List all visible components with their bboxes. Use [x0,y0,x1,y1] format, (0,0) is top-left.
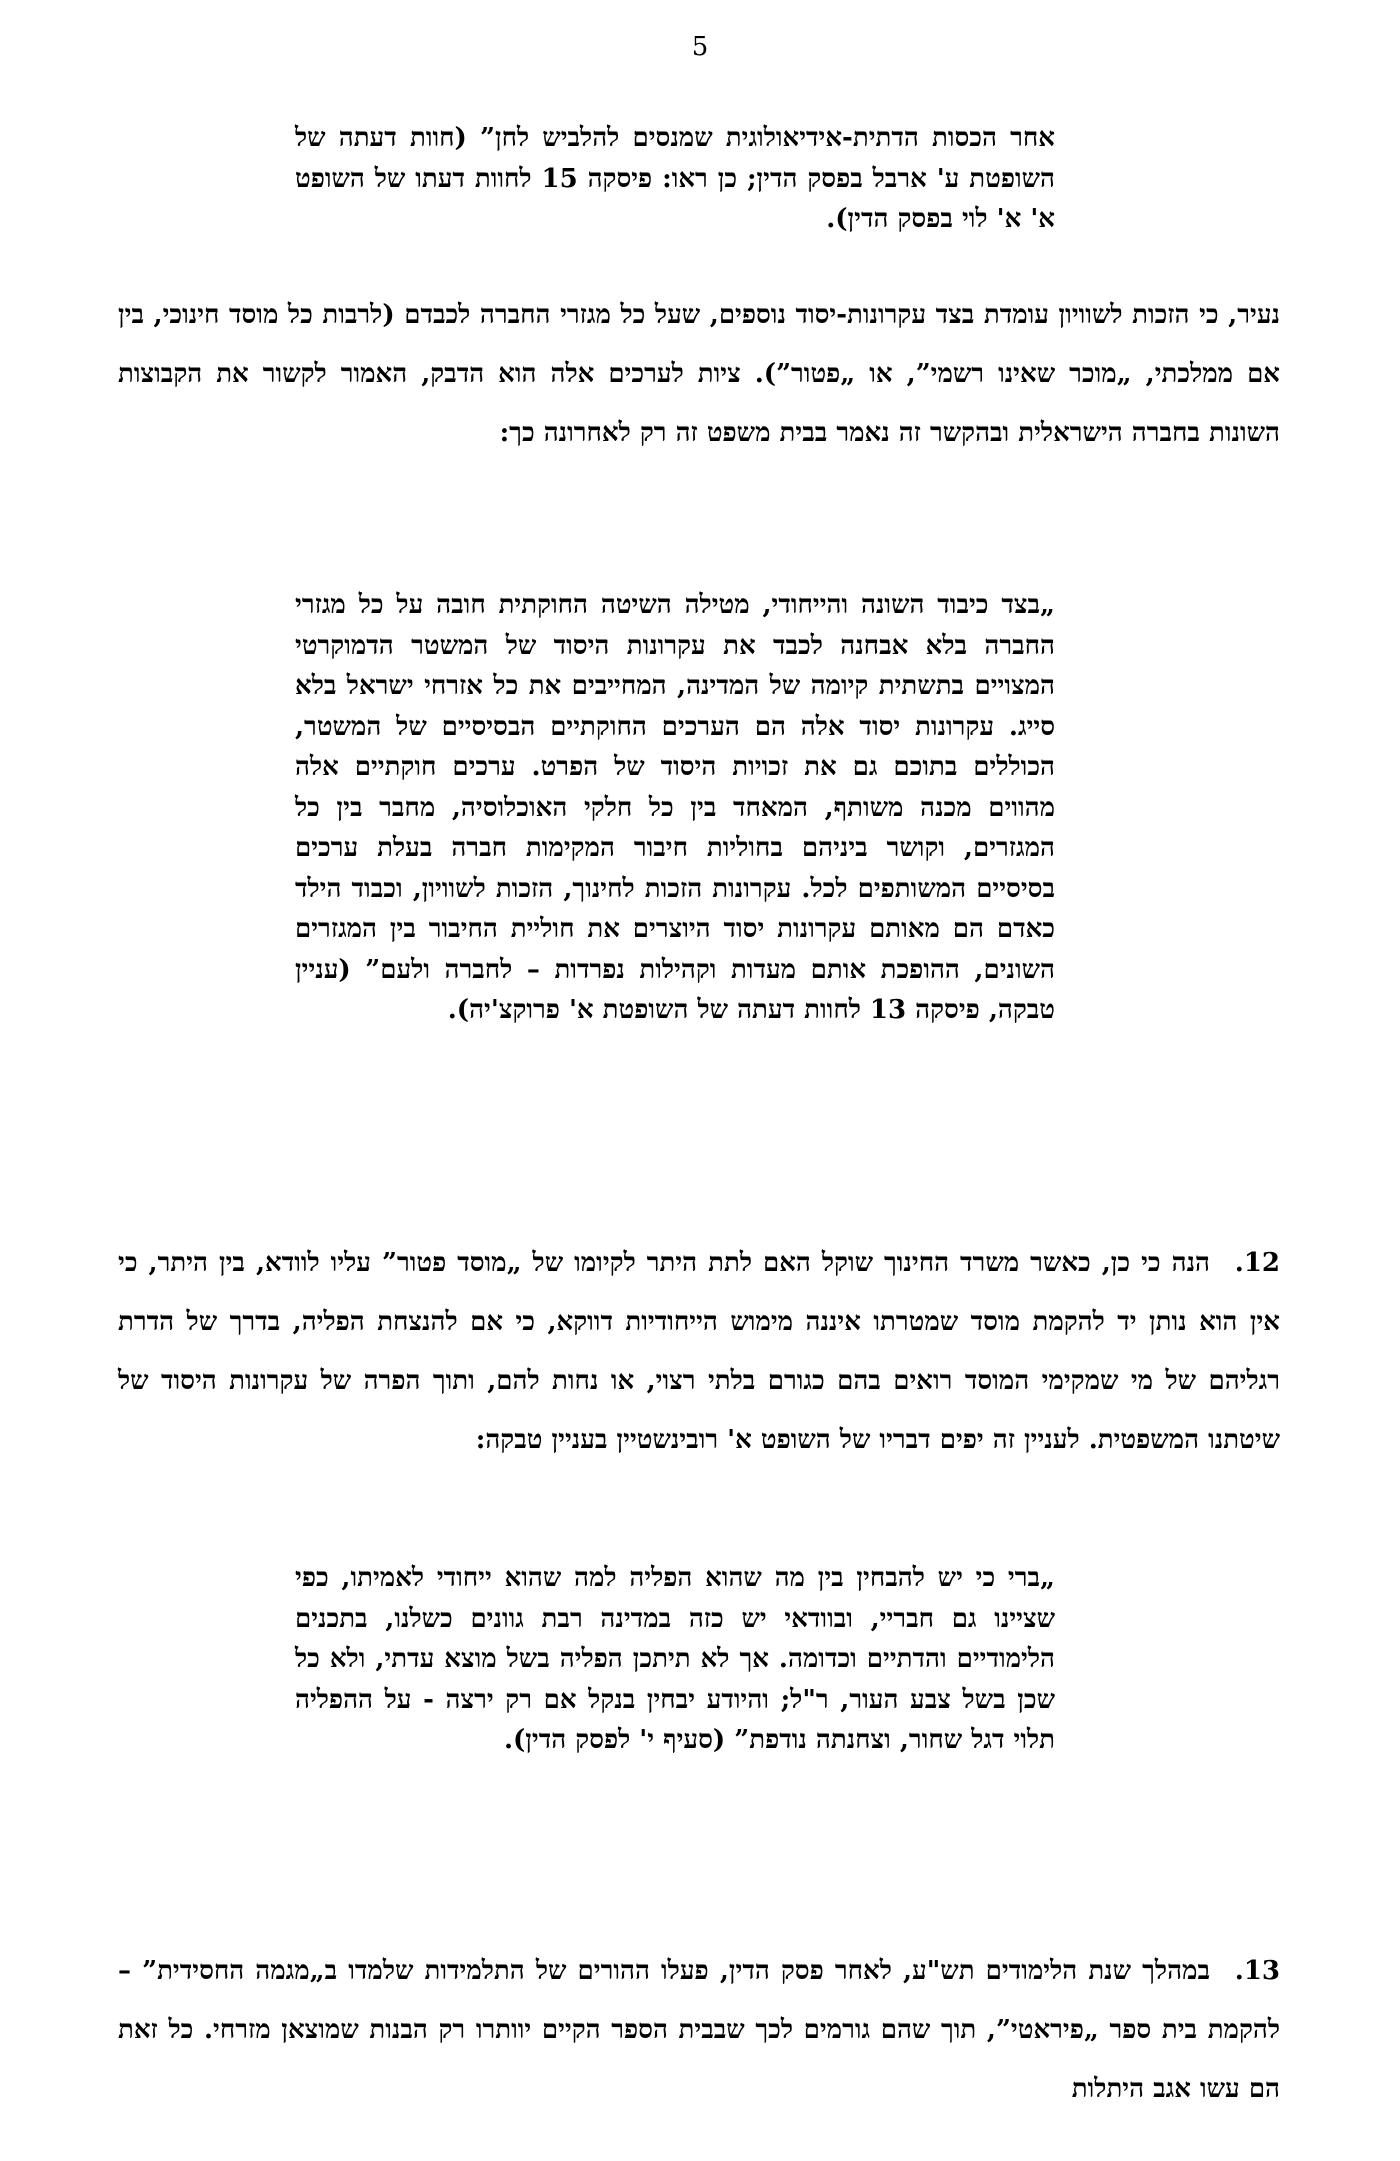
block-quote-rubinstein-text: „ברי כי יש להבחין בין מה שהוא הפליה למה שהוא ייחודי לאמיתו, כפי שציינו גם חבריי, ובוודאי יש כזה במדינה רבת גוונים כשלנו, בתכנים הלימודיים והדתיים וכדומה. אך לא תיתכן הפליה בשל מוצא עדתי, ולא כל שכן בשל צבע העור, ר"ל; והיודע יבחין בנקל אם רק ירצה - על ההפליה תלוי דגל שחור, וצחנתה נודפת” (סעיף י' לפסק הדין). [295,1563,1055,1755]
paragraph-13 [118,1942,1280,2119]
block-quote-tabka [295,585,1055,1031]
quote-continuation [295,118,1055,240]
paragraph-12-text: הנה כי כן, כאשר משרד החינוך שוקל האם לתת היתר לקיומו של „מוסד פטור” עליו לוודא, בין היתר, כי אין הוא נותן יד להקמת מוסד שמטרתו איננה מימוש הייחודיות דווקא, כי אם להנצחת הפליה, בדרך של הדרת רגליהם של מי שמקימי המוסד רואים בהם כגורם בלתי רצוי, או נחות להם, ותוך הפרה של עקרונות היסוד של שיטתנו המשפטית. לעניין זה יפים דבריו של השופט א' רובינשטיין בעניין טבקה: [118,1248,1280,1455]
quote-continuation-text: אחר הכסות הדתית-אידיאולוגית שמנסים להלביש לחן” (חוות דעתה של השופטת ע' ארבל בפסק הדין; כן ראו: פיסקה 15 לחוות דעתו של השופט א' א' לוי בפסק הדין). [295,123,1055,234]
paragraph-12 [118,1234,1280,1470]
block-quote-rubinstein [295,1558,1055,1761]
paragraph-unnumbered [118,286,1280,463]
block-quote-tabka-text: „בצד כיבוד השונה והייחודי, מטילה השיטה החוקתית חובה על כל מגזרי החברה בלא אבחנה לכבד את עקרונות היסוד של המשטר הדמוקרטי המצויים בתשתית קיומה של המדינה, המחייבים את כל אזרחי ישראל בלא סייג. עקרונות יסוד אלה הם הערכים החוקתיים הבסיסיים של המשטר, הכוללים בתוכם גם את זכויות היסוד של הפרט. ערכים חוקתיים אלה מהווים מכנה משותף, המאחד בין כל חלקי האוכלוסיה, מחבר בין כל המגזרים, וקושר ביניהם בחוליות חיבור המקימות חברה בעלת ערכים בסיסיים המשותפים לכל. עקרונות הזכות לחינוך, הזכות לשוויון, וכבוד הילד כאדם הם מאותם עקרונות יסוד היוצרים את חוליית החיבור בין המגזרים השונים, ההופכת אותם מעדות וקהילות נפרדות – לחברה ולעם” (עניין טבקה, פיסקה 13 לחוות דעתה של השופטת א' פרוקצ'יה). [295,590,1055,1025]
paragraph-unnumbered-text: נעיר, כי הזכות לשוויון עומדת בצד עקרונות-יסוד נוספים, שעל כל מגזרי החברה לכבדם (לרבות כל מוסד חינוכי, בין אם ממלכתי, „מוכר שאינו רשמי”, או „פטור”). ציות לערכים אלה הוא הדבק, האמור לקשור את הקבוצות השונות בחברה הישראלית ובהקשר זה נאמר בבית משפט זה רק לאחרונה כך: [118,300,1280,448]
paragraph-13-number: 13. [1234,1956,1280,1986]
page-number: 5 [691,32,709,62]
paragraph-13-text: במהלך שנת הלימודים תש"ע, לאחר פסק הדין, פעלו ההורים של התלמידות שלמדו ב„מגמה החסידית” – להקמת בית ספר „פיראטי”, תוך שהם גורמים לכך שבבית הספר הקיים יוותרו רק הבנות שמוצאן מזרחי. כל זאת הם עשו אגב היתלות [118,1956,1280,2104]
paragraph-12-number: 12. [1234,1248,1280,1278]
